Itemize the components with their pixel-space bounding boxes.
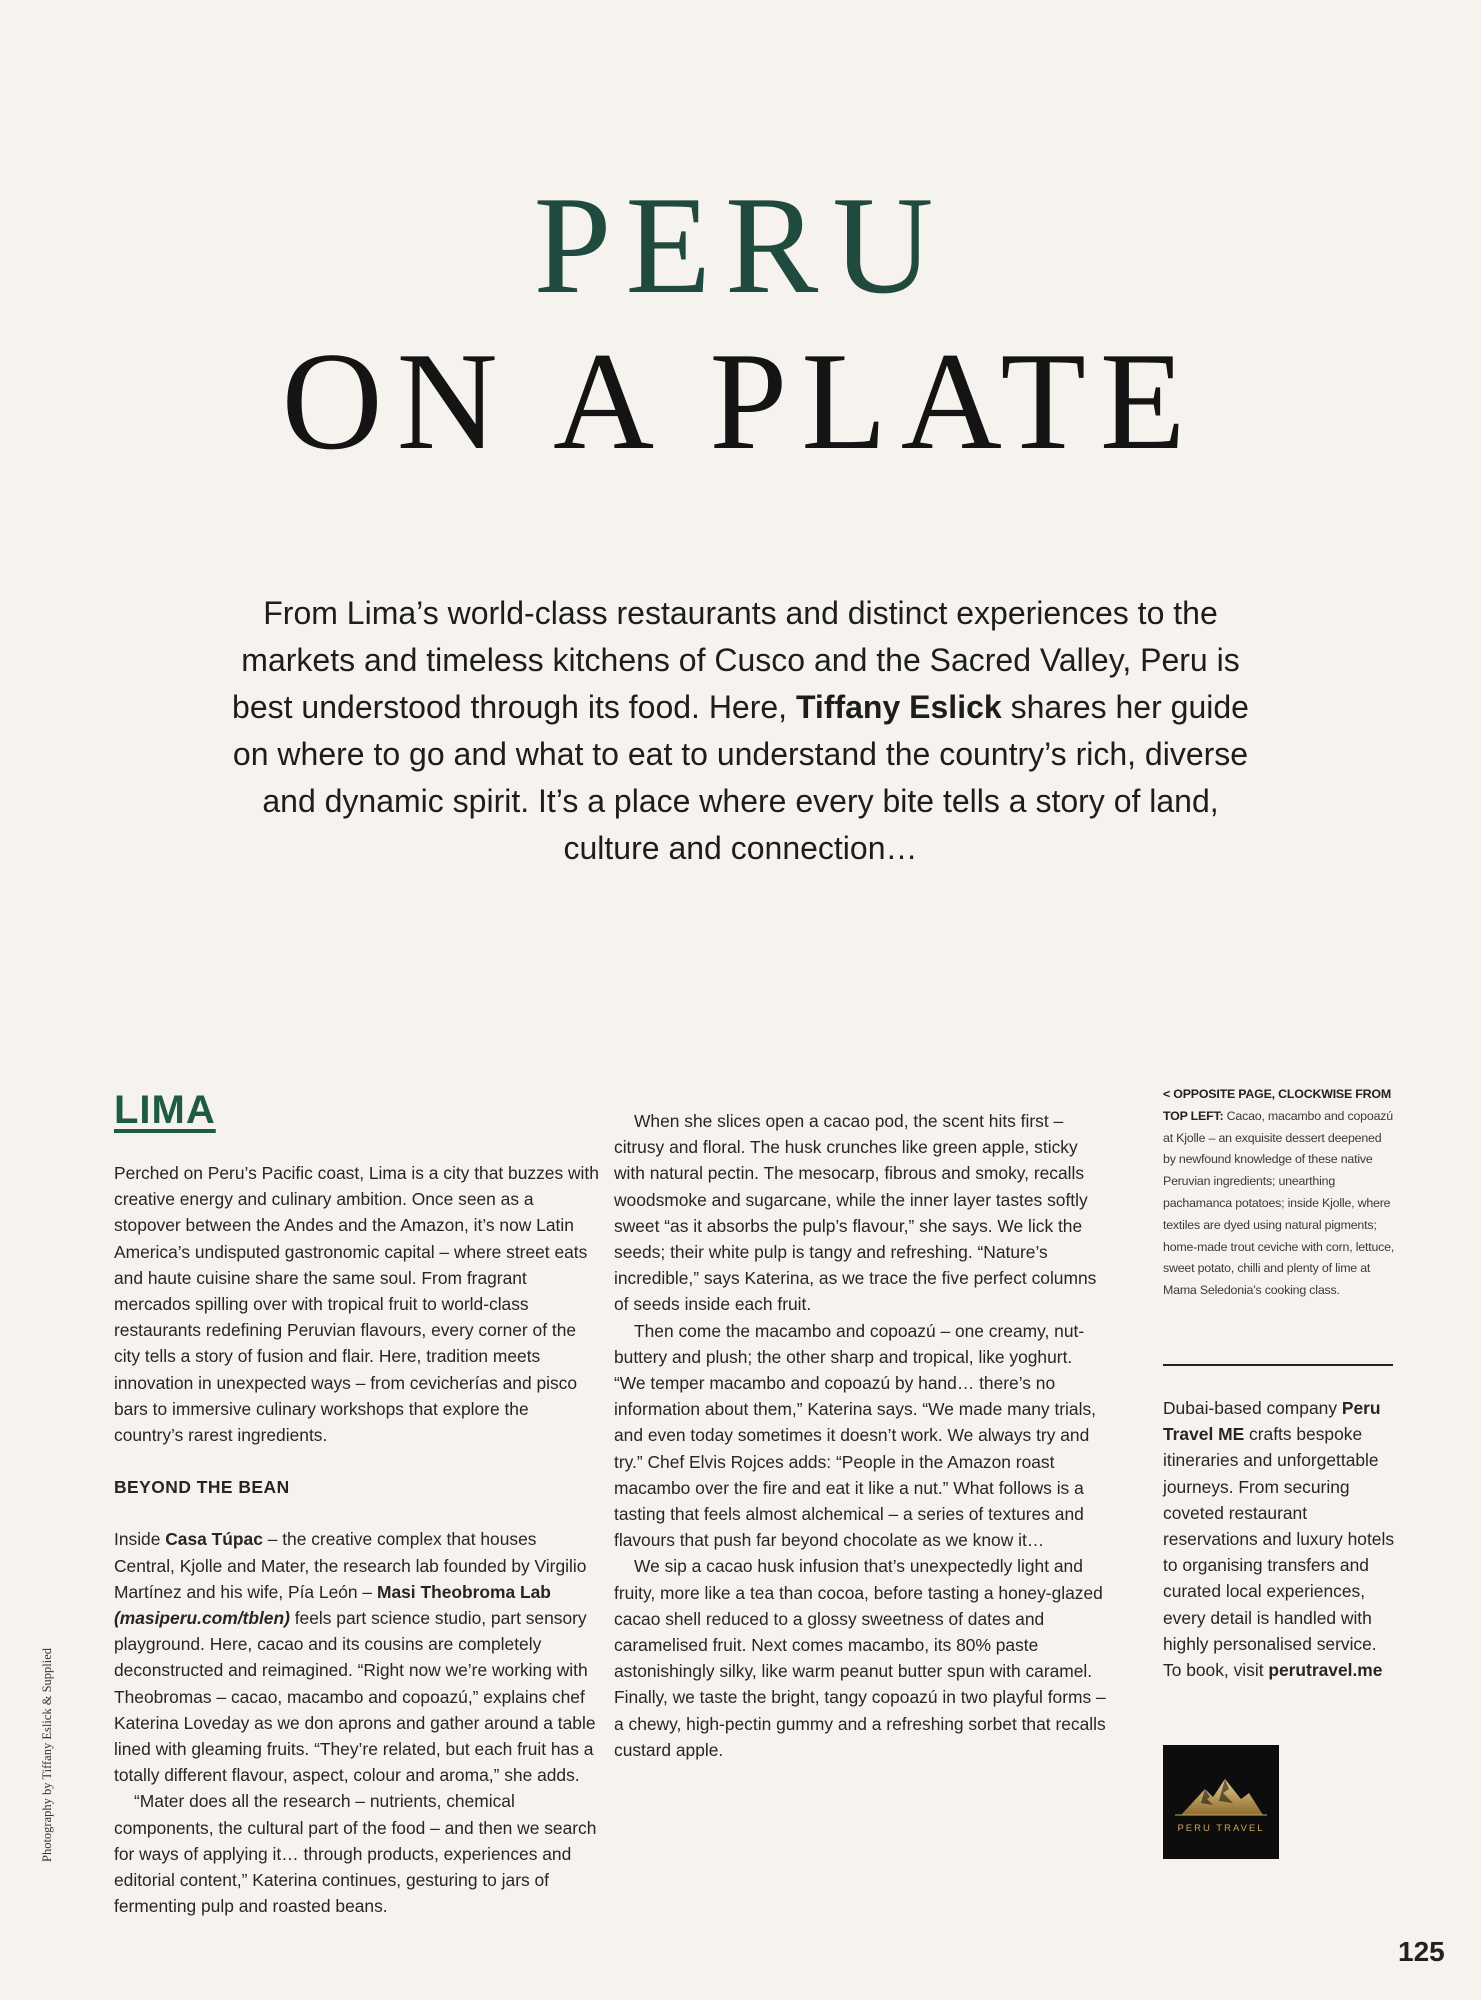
paragraph-1 (114, 1526, 602, 1788)
photo-caption (1163, 1084, 1395, 1302)
website-link[interactable]: perutravel.me (1268, 1660, 1383, 1681)
sidebar-text-a: Dubai-based company (1163, 1398, 1342, 1418)
company-name: Peru Travel ME (1163, 1398, 1381, 1445)
peru-travel-logo (1163, 1745, 1279, 1859)
author-name: Tiffany Eslick (795, 689, 1002, 725)
p1-text-c: – the creative complex that houses Central, Kjolle and Mater, the research lab founded by Virgilio Martínez and his wife, Pía León – (114, 1529, 587, 1602)
page-number: 125 (1398, 1936, 1445, 1967)
section-heading: LIMA (114, 1088, 216, 1132)
photo-credit: Photography by Tiffany Eslick & Supplied (40, 1647, 54, 1862)
venue-name: Casa Túpac (165, 1529, 263, 1550)
caption-text: Cacao, macambo and copoazú at Kjolle – an exquisite dessert deepened by newfound knowledge of these native Peruvian ingredients; unearthing pachamanca potatoes; inside Kjolle, where textiles are dyed using natural pigments; home-made trout ceviche with corn, lettuce, sweet potato, chilli and plenty of lime at Mama Seledonia’s cooking class. (1163, 1108, 1395, 1298)
paragraph-5: We sip a cacao husk infusion that’s unexpectedly light and fruity, more like a tea than cocoa, before tasting a honey-glazed cacao shell reduced to a glossy sweetness of dates and caramelised fruit. Next comes macambo, its 80% paste astonishingly silky, like warm peanut butter spun with caramel. Finally, we taste the bright, tangy copoazú in two playful forms – a chewy, high-pectin gummy and a refreshing sorbet that recalls custard apple. (614, 1556, 1106, 1760)
p1-text-f: feels part science studio, part sensory playground. Here, cacao and its cousins are completely deconstructed and reimagined. “Right now we’re working with Theobromas – cacao, macambo and copoazú,” explains chef Katerina Loveday as we don aprons and gather around a table lined with gleaming fruits. “They’re related, but each fruit has a totally different flavour, aspect, colour and aroma,” she adds. (114, 1608, 596, 1786)
caption-lead: < OPPOSITE PAGE, CLOCKWISE FROM TOP LEFT: (1163, 1087, 1391, 1123)
article-column-1 (114, 1086, 602, 1919)
article-column-2 (614, 1108, 1108, 1763)
lab-name: Masi Theobroma Lab (376, 1581, 551, 1602)
p1-text-a: Inside (114, 1529, 166, 1550)
paragraph-4: Then come the macambo and copoazú – one creamy, nut-buttery and plush; the other sharp and tropical, like yoghurt. “We temper macambo and copoazú by hand… there’s no information about them,” Katerina says. “We made many trials, and even today sometimes it doesn’t work. We always try and try.” Chef Elvis Rojces adds: “People in the Amazon roast macambo over the fire and eat it like a nut.” What follows is a tasting that feels almost alchemical – a series of textures and flavours that push far beyond chocolate as we know it… (614, 1320, 1096, 1551)
logo-text: PERU TRAVEL (1177, 1823, 1265, 1834)
sidebar-text-b: crafts bespoke itineraries and unforgettable journeys. From securing coveted restaurant reservations and luxury hotels to organising transfers and curated local experiences, every detail is handled with highly personalised service. To book, visit (1163, 1424, 1395, 1681)
mountain-logo-icon (1163, 1745, 1279, 1859)
headline-line-2: ON A PLATE (281, 324, 1200, 479)
standfirst-text-end: shares her guide on where to go and what to eat to understand the country’s rich, diverse and dynamic spirit. It’s a place where every bite tells a story of land, culture and connection… (232, 689, 1249, 866)
subheading: BEYOND THE BEAN (114, 1477, 290, 1498)
standfirst-text: From Lima’s world-class restaurants and distinct experiences to the markets and timeless kitchens of Cusco and the Sacred Valley, Peru is best understood through its food. Here, (232, 595, 1240, 725)
intro-paragraph: Perched on Peru’s Pacific coast, Lima is a city that buzzes with creative energy and culinary ambition. Once seen as a stopover between the Andes and the Amazon, it’s now Latin America’s undisputed gastronomic capital – where street eats and haute cuisine share the same soul. From fragrant mercados spilling over with tropical fruit to world-class restaurants redefining Peruvian flavours, every corner of the city tells a story of fusion and flair. Here, tradition meets innovation in unexpected ways – from cevicherías and pisco bars to immersive culinary workshops that explore the country’s rarest ingredients. (114, 1163, 599, 1446)
sidebar-divider (1163, 1364, 1393, 1366)
headline-line-1: PERU (533, 168, 948, 323)
lab-url: (masiperu.com/tblen) (114, 1608, 290, 1629)
paragraph-2: “Mater does all the research – nutrients, chemical components, the cultural part of the food – and then we search for ways of applying it… through products, experiences and editorial content,” Katerina continues, gesturing to jars of fermenting pulp and roasted beans. (114, 1791, 597, 1917)
sidebar-box (1163, 1395, 1395, 1683)
paragraph-3: When she slices open a cacao pod, the scent hits first – citrusy and floral. The husk crunches like green apple, sticky with natural pectin. The mesocarp, fibrous and smoky, recalls woodsmoke and sugarcane, while the inner layer tastes softly sweet “as it absorbs the pulp’s flavour,” she says. We lick the seeds; their white pulp is tangy and refreshing. “Nature’s incredible,” says Katerina, as we trace the five perfect columns of seeds inside each fruit. (614, 1111, 1097, 1315)
standfirst (225, 590, 1256, 872)
